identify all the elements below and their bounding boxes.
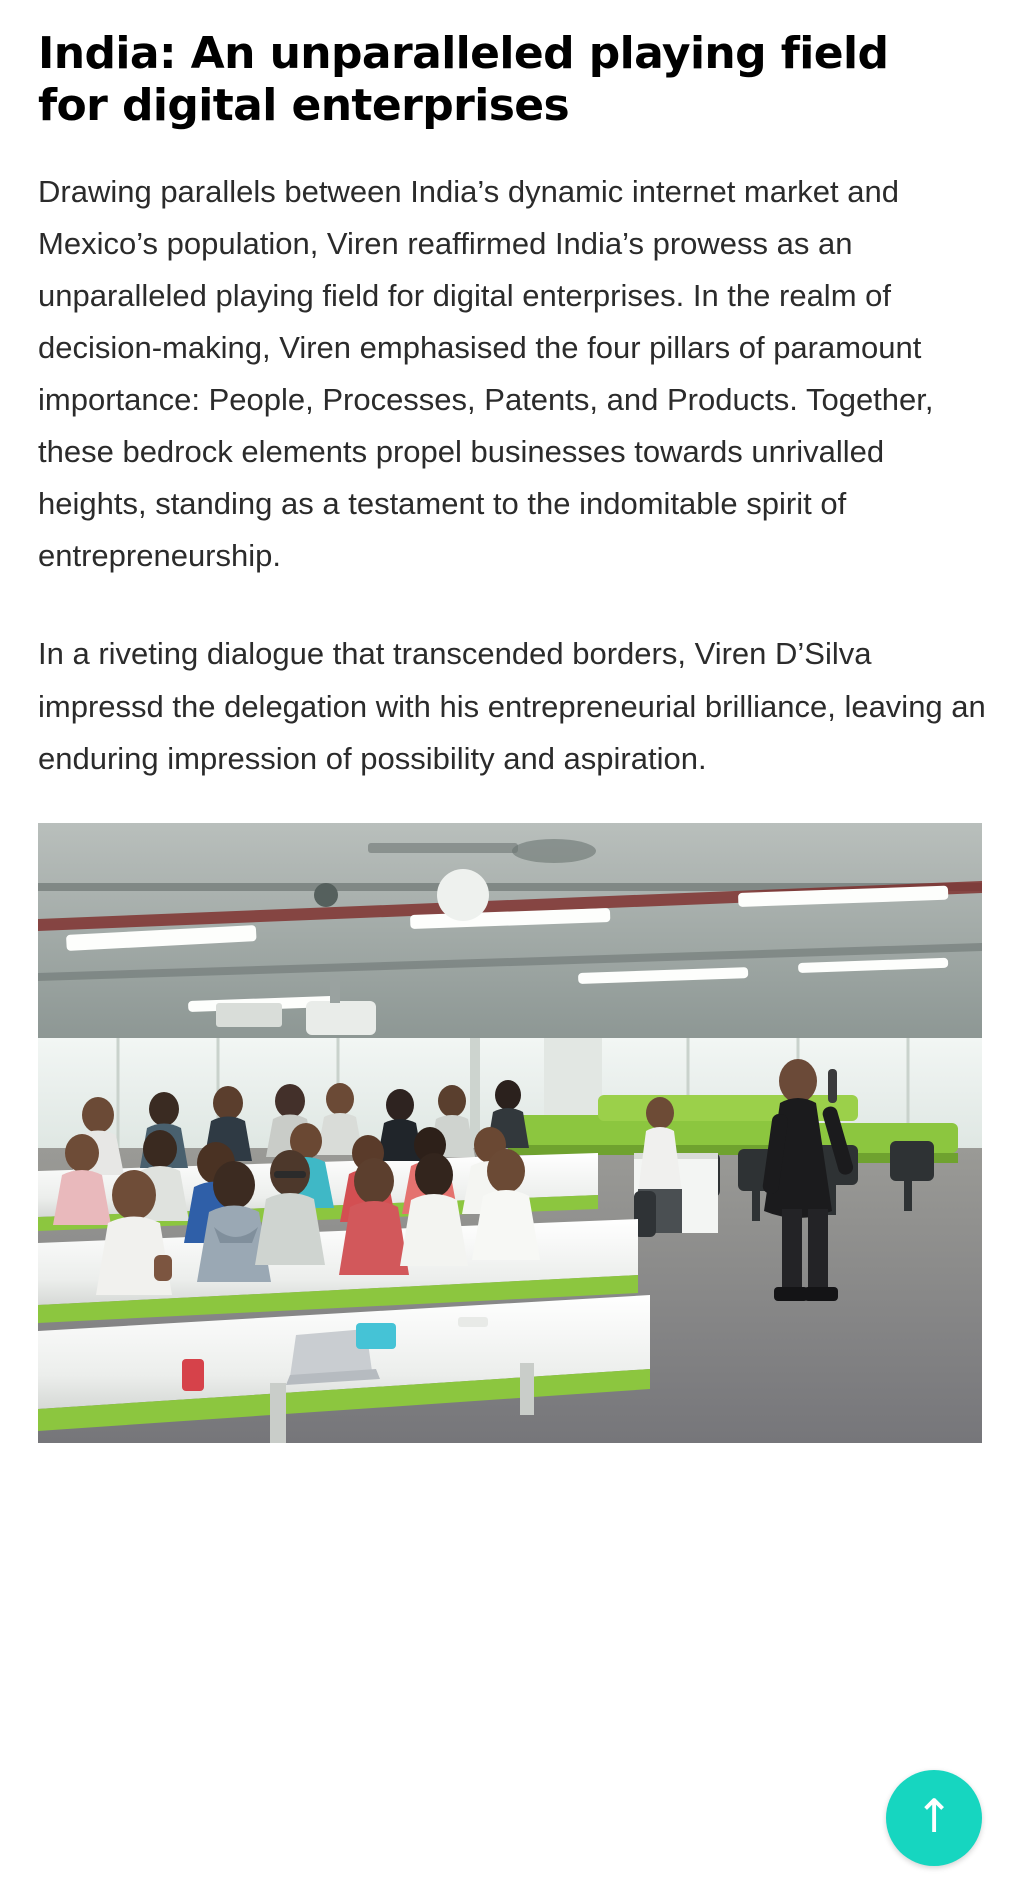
page-title: India: An unparalleled playing field for digital enterprises — [38, 28, 889, 131]
article-paragraph-1: Drawing parallels between India’s dynamic internet market and Mexico’s population, Viren reaffirmed India’s prowess as an unparalleled playing field for digital enterprises. In the realm of decision-making, Viren emphasised the four pillars of paramount importance: People, Processes, Patents, and Products. Together, these bedrock elements propel businesses towards unrivalled heights, standing as a testament to the indomitable spirit of entrepreneurship. — [38, 173, 934, 574]
arrow-up-icon: ↑ — [914, 1789, 954, 1843]
article-figure — [38, 823, 982, 1443]
article-paragraph-2: In a riveting dialogue that transcended borders, Viren D’Silva impressd the delegation with his entrepreneurial brilliance, leaving an enduring impression of possibility and aspiration. — [38, 636, 986, 776]
scroll-to-top-button[interactable] — [886, 1770, 982, 1866]
event-photo — [38, 823, 982, 1443]
